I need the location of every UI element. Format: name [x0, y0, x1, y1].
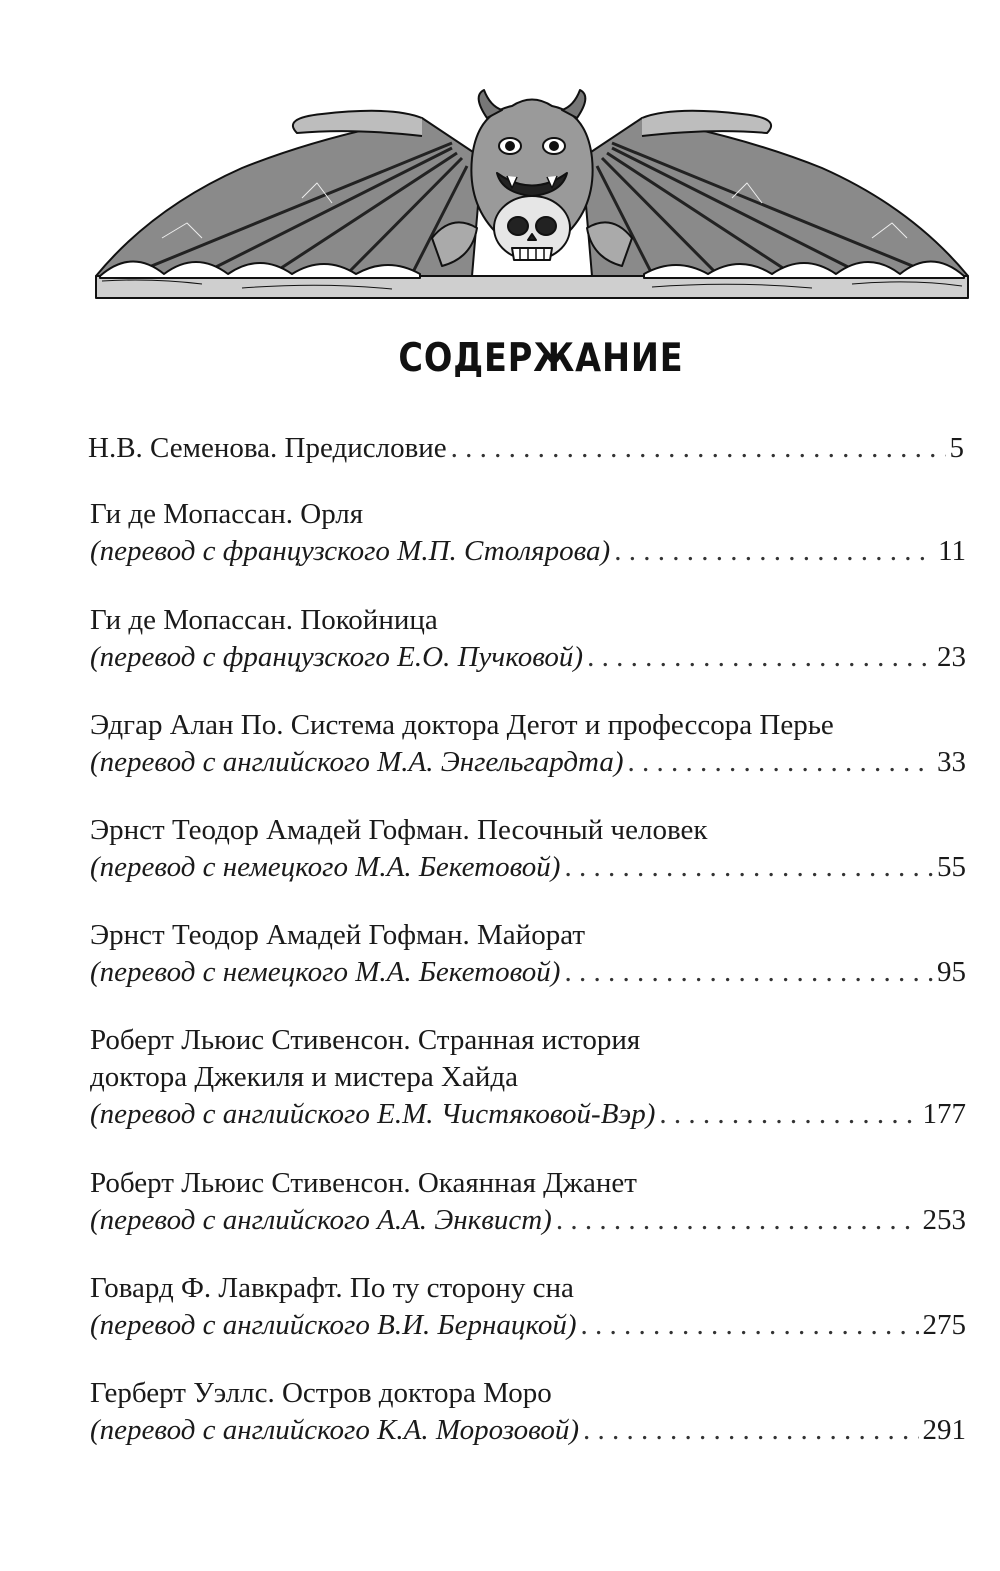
page-number: 23 [937, 641, 966, 673]
dot-leader [564, 849, 933, 886]
toc-entry [90, 1270, 966, 1344]
toc-entry [88, 430, 964, 467]
dot-leader [583, 1412, 918, 1449]
entry-title-continued: доктора Джекиля и мистера Хайда [90, 1061, 518, 1093]
dot-leader [659, 1096, 918, 1133]
page-number: 33 [937, 746, 966, 778]
dot-leader [587, 639, 933, 676]
toc-entry [90, 602, 966, 676]
entry-translator: (перевод с французского Е.О. Пучковой) [90, 641, 584, 673]
entry-translator: (перевод с французского М.П. Столярова) [90, 535, 611, 567]
page-number: 5 [949, 432, 964, 464]
entry-translator: (перевод с английского Е.М. Чистяковой-Вэр) [90, 1098, 656, 1130]
entry-translator: (перевод с немецкого М.А. Бекетовой) [90, 956, 561, 988]
entry-title: Ги де Мопассан. Орля [90, 498, 364, 530]
page-number: 253 [922, 1204, 966, 1236]
page-number: 275 [922, 1309, 966, 1341]
entry-title: Герберт Уэллс. Остров доктора Моро [90, 1377, 552, 1409]
toc-entry [90, 1165, 966, 1239]
entry-title: Говард Ф. Лавкрафт. По ту сторону сна [90, 1272, 574, 1304]
entry-translator: (перевод с английского А.А. Энквист) [90, 1204, 552, 1236]
entry-title: Н.В. Семенова. Предисловие [88, 432, 447, 464]
page-number: 11 [938, 535, 966, 567]
toc-entry [90, 1375, 966, 1449]
page-number: 177 [922, 1098, 966, 1130]
dot-leader [614, 533, 934, 570]
toc-entry [90, 707, 966, 781]
dot-leader [451, 430, 946, 467]
dot-leader [564, 954, 933, 991]
toc-entry [90, 917, 966, 991]
entry-title: Эрнст Теодор Амадей Гофман. Майорат [90, 919, 585, 951]
page-title: СОДЕРЖАНИЕ [398, 336, 684, 381]
entry-title: Роберт Льюис Стивенсон. Окаянная Джанет [90, 1167, 637, 1199]
toc-entry [90, 496, 966, 570]
entry-title: Эрнст Теодор Амадей Гофман. Песочный человек [90, 814, 708, 846]
entry-title: Эдгар Алан По. Система доктора Дегот и профессора Перье [90, 709, 834, 741]
dot-leader [627, 744, 933, 781]
toc-entry [90, 812, 966, 886]
dot-leader [581, 1307, 919, 1344]
toc-entry [90, 1022, 966, 1133]
bat-winged-skull-gargoyle-icon [92, 88, 972, 303]
entry-translator: (перевод с английского К.А. Морозовой) [90, 1414, 580, 1446]
dot-leader [556, 1202, 919, 1239]
entry-title: Ги де Мопассан. Покойница [90, 604, 438, 636]
page-number: 291 [922, 1414, 966, 1446]
page-number: 95 [937, 956, 966, 988]
entry-translator: (перевод с английского В.И. Бернацкой) [90, 1309, 577, 1341]
entry-translator: (перевод с английского М.А. Энгельгардта) [90, 746, 624, 778]
page-number: 55 [937, 851, 966, 883]
entry-title: Роберт Льюис Стивенсон. Странная история [90, 1024, 641, 1056]
entry-translator: (перевод с немецкого М.А. Бекетовой) [90, 851, 561, 883]
